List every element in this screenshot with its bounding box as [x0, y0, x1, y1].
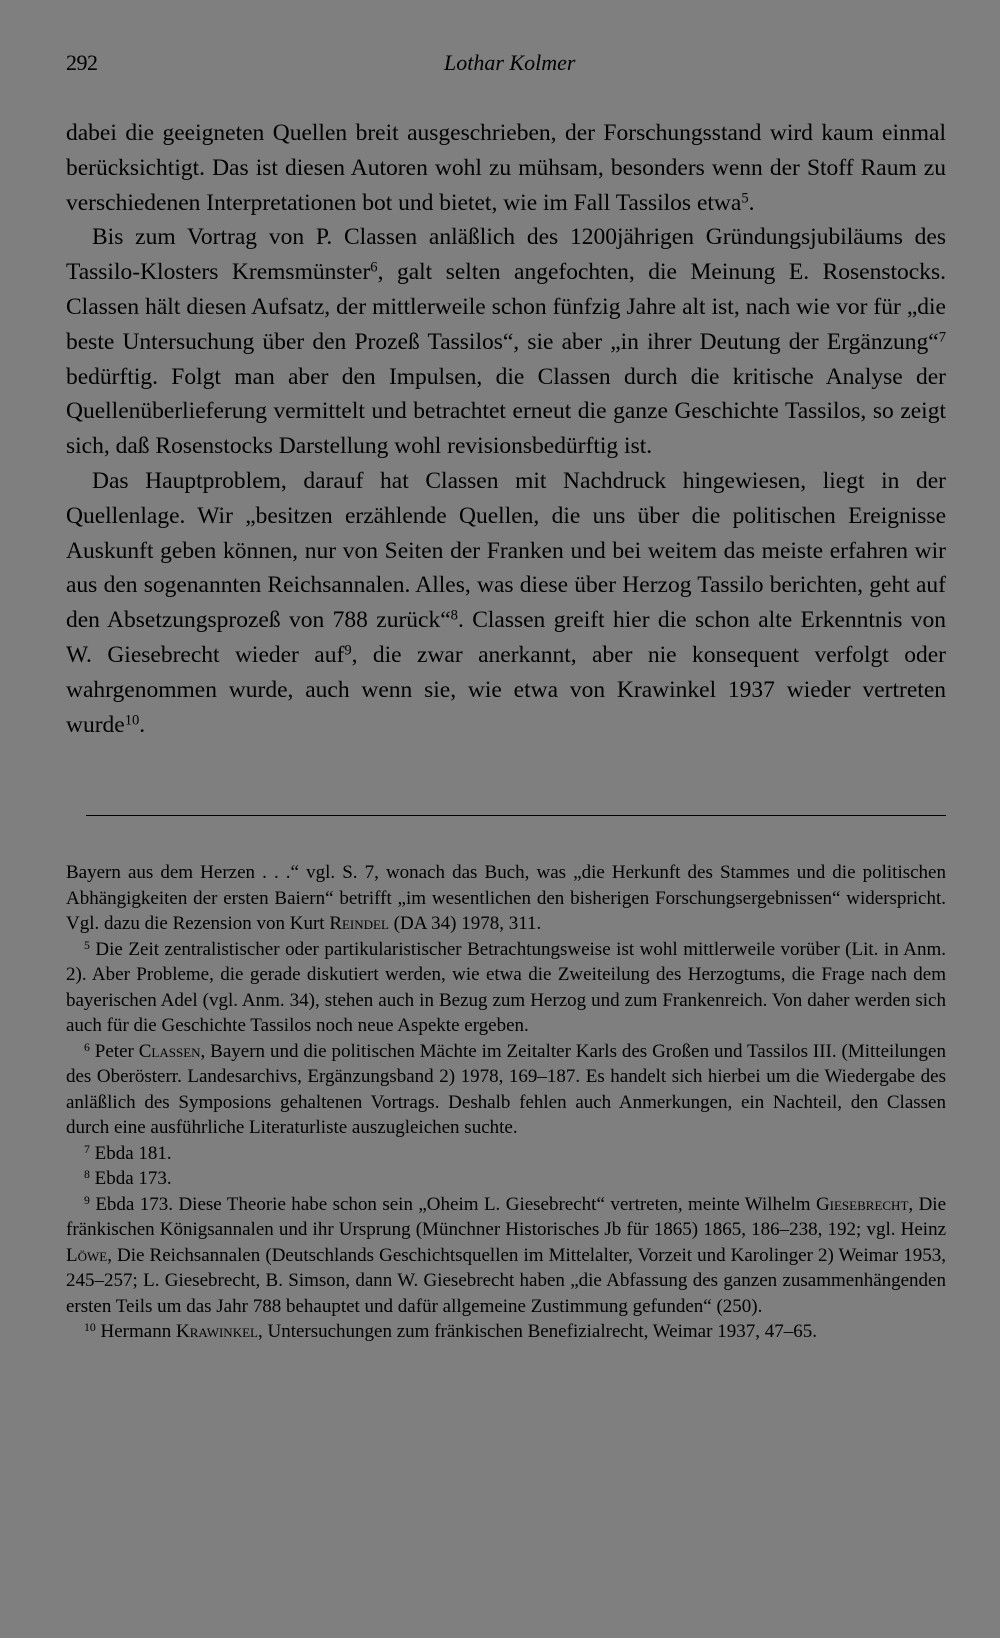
footnotes — [66, 860, 946, 1345]
author-name: Giesebrecht — [815, 1193, 909, 1215]
main-text — [66, 116, 946, 742]
footnote-number: 5 — [84, 938, 90, 952]
footnote-text: , Bayern und die politischen Mächte im Zeitalter Karls des Großen und Tassilos III. (Mitteilungen des Oberösterr. Landesarchivs, Ergänzungsband 2) 1978, 169–187. Es handelt sich hierbei um die Wiedergabe des anläßlich des Symposions gehaltenen Vortrags. Deshalb fehlen auch Anmerkungen, ein Nachteil, den Classen durch eine ausführliche Literaturliste auszugleichen suchte. — [66, 1040, 946, 1138]
footnote-text: Hermann — [95, 1321, 176, 1342]
footnote-ref: 8 — [450, 607, 458, 624]
footnote-6 — [66, 1039, 946, 1141]
paragraph — [66, 220, 946, 464]
footnote-ref: 5 — [741, 190, 749, 207]
paragraph — [66, 116, 946, 220]
footnote-number: 6 — [84, 1040, 90, 1054]
footnote-ref: 9 — [344, 642, 352, 659]
footnote-9 — [66, 1192, 946, 1320]
footnote-text: Peter — [89, 1040, 139, 1062]
author-name: Classen — [138, 1040, 201, 1062]
paragraph-text: dabei die geeigneten Quellen breit ausgeschrieben, der Forschungsstand wird kaum einmal berücksichtigt. Das ist diesen Autoren wohl zu mühsam, besonders wenn der Stoff Raum zu verschiedenen Interpretationen bot und bietet, wie im Fall Tassilos etwa — [66, 120, 946, 216]
footnote-number: 8 — [84, 1168, 90, 1182]
footnote-ref: 6 — [370, 259, 378, 276]
paragraph — [66, 464, 946, 742]
paragraph-text: , die zwar anerkannt, aber nie konsequent verfolgt oder wahrgenommen wurde, auch wenn sie, wie etwa von Krawinkel 1937 wieder vertreten wurde — [66, 641, 947, 738]
page-number: 292 — [66, 50, 98, 75]
footnote-8 — [66, 1166, 946, 1192]
running-head-author: Lothar Kolmer — [444, 50, 576, 75]
footnote-text: , Untersuchungen zum fränkischen Benefizialrecht, Weimar 1937, 47–65. — [257, 1321, 817, 1342]
footnote-continued — [66, 860, 946, 937]
footnote-number: 7 — [84, 1142, 90, 1156]
footnote-text: Ebda 181. — [89, 1142, 172, 1164]
footnote-text: Ebda 173. Diese Theorie habe schon sein „Oheim L. Giesebrecht“ vertreten, meinte Wilhelm — [89, 1193, 816, 1215]
footnote-text: , Die Reichsannalen (Deutschlands Geschichtsquellen im Mittelalter, Vorzeit und Karolinger 2) Weimar 1953, 245–257; L. Giesebrecht, B. Simson, dann W. Giesebrecht haben „die Abfassung des ganzen zusammenhängenden ersten Teils um das Jahr 788 behauptet und dafür allgemeine Zustimmung gefunden“ (250). — [66, 1244, 946, 1317]
footnote-divider — [86, 815, 946, 816]
author-name: Reindel — [329, 913, 389, 934]
paragraph-text: , galt selten angefochten, die Meinung E. Rosenstocks. Classen hält diesen Aufsatz, der mittlerweile schon fünfzig Jahre alt ist, nach wie vor für „die beste Untersuchung über den Prozeß Tassilos“, sie aber „in ihrer Deutung der Ergänzung“ — [66, 259, 946, 355]
footnote-ref: 10 — [124, 712, 140, 729]
footnote-text: Die Zeit zentralistischer oder partikularistischer Betrachtungsweise ist wohl mittlerweile vorüber (Lit. in Anm. 2). Aber Probleme, die gerade diskutiert werden, wie etwa die Zweiteilung des Herzogtums, die Frage nach dem bayerischen Adel (vgl. Anm. 34), stehen auch in Bezug zum Herzog und zum Frankenreich. Von daher werden sich auch für die Geschichte Tassilos noch neue Aspekte ergeben. — [66, 938, 946, 1036]
footnote-ref: 7 — [938, 329, 946, 346]
footnote-number: 10 — [84, 1321, 96, 1335]
footnote-5 — [66, 937, 946, 1039]
footnote-text: Bayern aus dem Herzen . . .“ vgl. S. 7, wonach das Buch, was „die Herkunft des Stammes und die politischen Abhängigkeiten der ersten Baiern“ betrifft „im wesentlichen den bisherigen Forschungsergebnissen“ widerspricht. Vgl. dazu die Rezension von Kurt — [66, 862, 946, 934]
paragraph-text: . — [748, 189, 755, 216]
paragraph-text: Bis zum Vortrag von P. Classen anläßlich des 1200jährigen Gründungsjubiläums des Tassilo-Klosters Kremsmünster — [66, 224, 946, 286]
paragraph-text: bedürftig. Folgt man aber den Impulsen, die Classen durch die kritische Analyse der Quellenüberlieferung vermittelt und betrachtet erneut die ganze Geschichte Tassilos, so zeigt sich, daß Rosenstocks Darstellung wohl revisionsbedürftig ist. — [66, 363, 946, 460]
footnote-text: Ebda 173. — [89, 1168, 172, 1189]
author-name: Krawinkel — [175, 1321, 258, 1342]
footnote-text: (DA 34) 1978, 311. — [388, 913, 542, 934]
paragraph-text: . Classen greift hier die schon alte Erkenntnis von W. Giesebrecht wieder auf — [66, 607, 946, 668]
footnote-number: 9 — [84, 1193, 90, 1207]
paragraph-text: Das Hauptproblem, darauf hat Classen mit Nachdruck hingewiesen, liegt in der Quellenlage. Wir „besitzen erzählende Quellen, die uns über die politischen Ereignisse Auskunft geben können, nur von Seiten der Franken und bei weitem das meiste erfahren wir aus den sogenannten Reichsannalen. Alles, was diese über Herzog Tassilo berichten, geht auf den Absetzungsprozeß von 788 zurück“ — [66, 467, 946, 634]
footnote-10 — [66, 1319, 946, 1345]
paragraph-text: . — [139, 711, 146, 738]
footnote-7 — [66, 1141, 946, 1167]
footnote-text: , Die fränkischen Königsannalen und ihr Ursprung (Münchner Historisches Jb für 1865) 1865, 186–238, 192; vgl. Heinz — [66, 1193, 946, 1240]
author-name: Löwe — [66, 1244, 108, 1266]
